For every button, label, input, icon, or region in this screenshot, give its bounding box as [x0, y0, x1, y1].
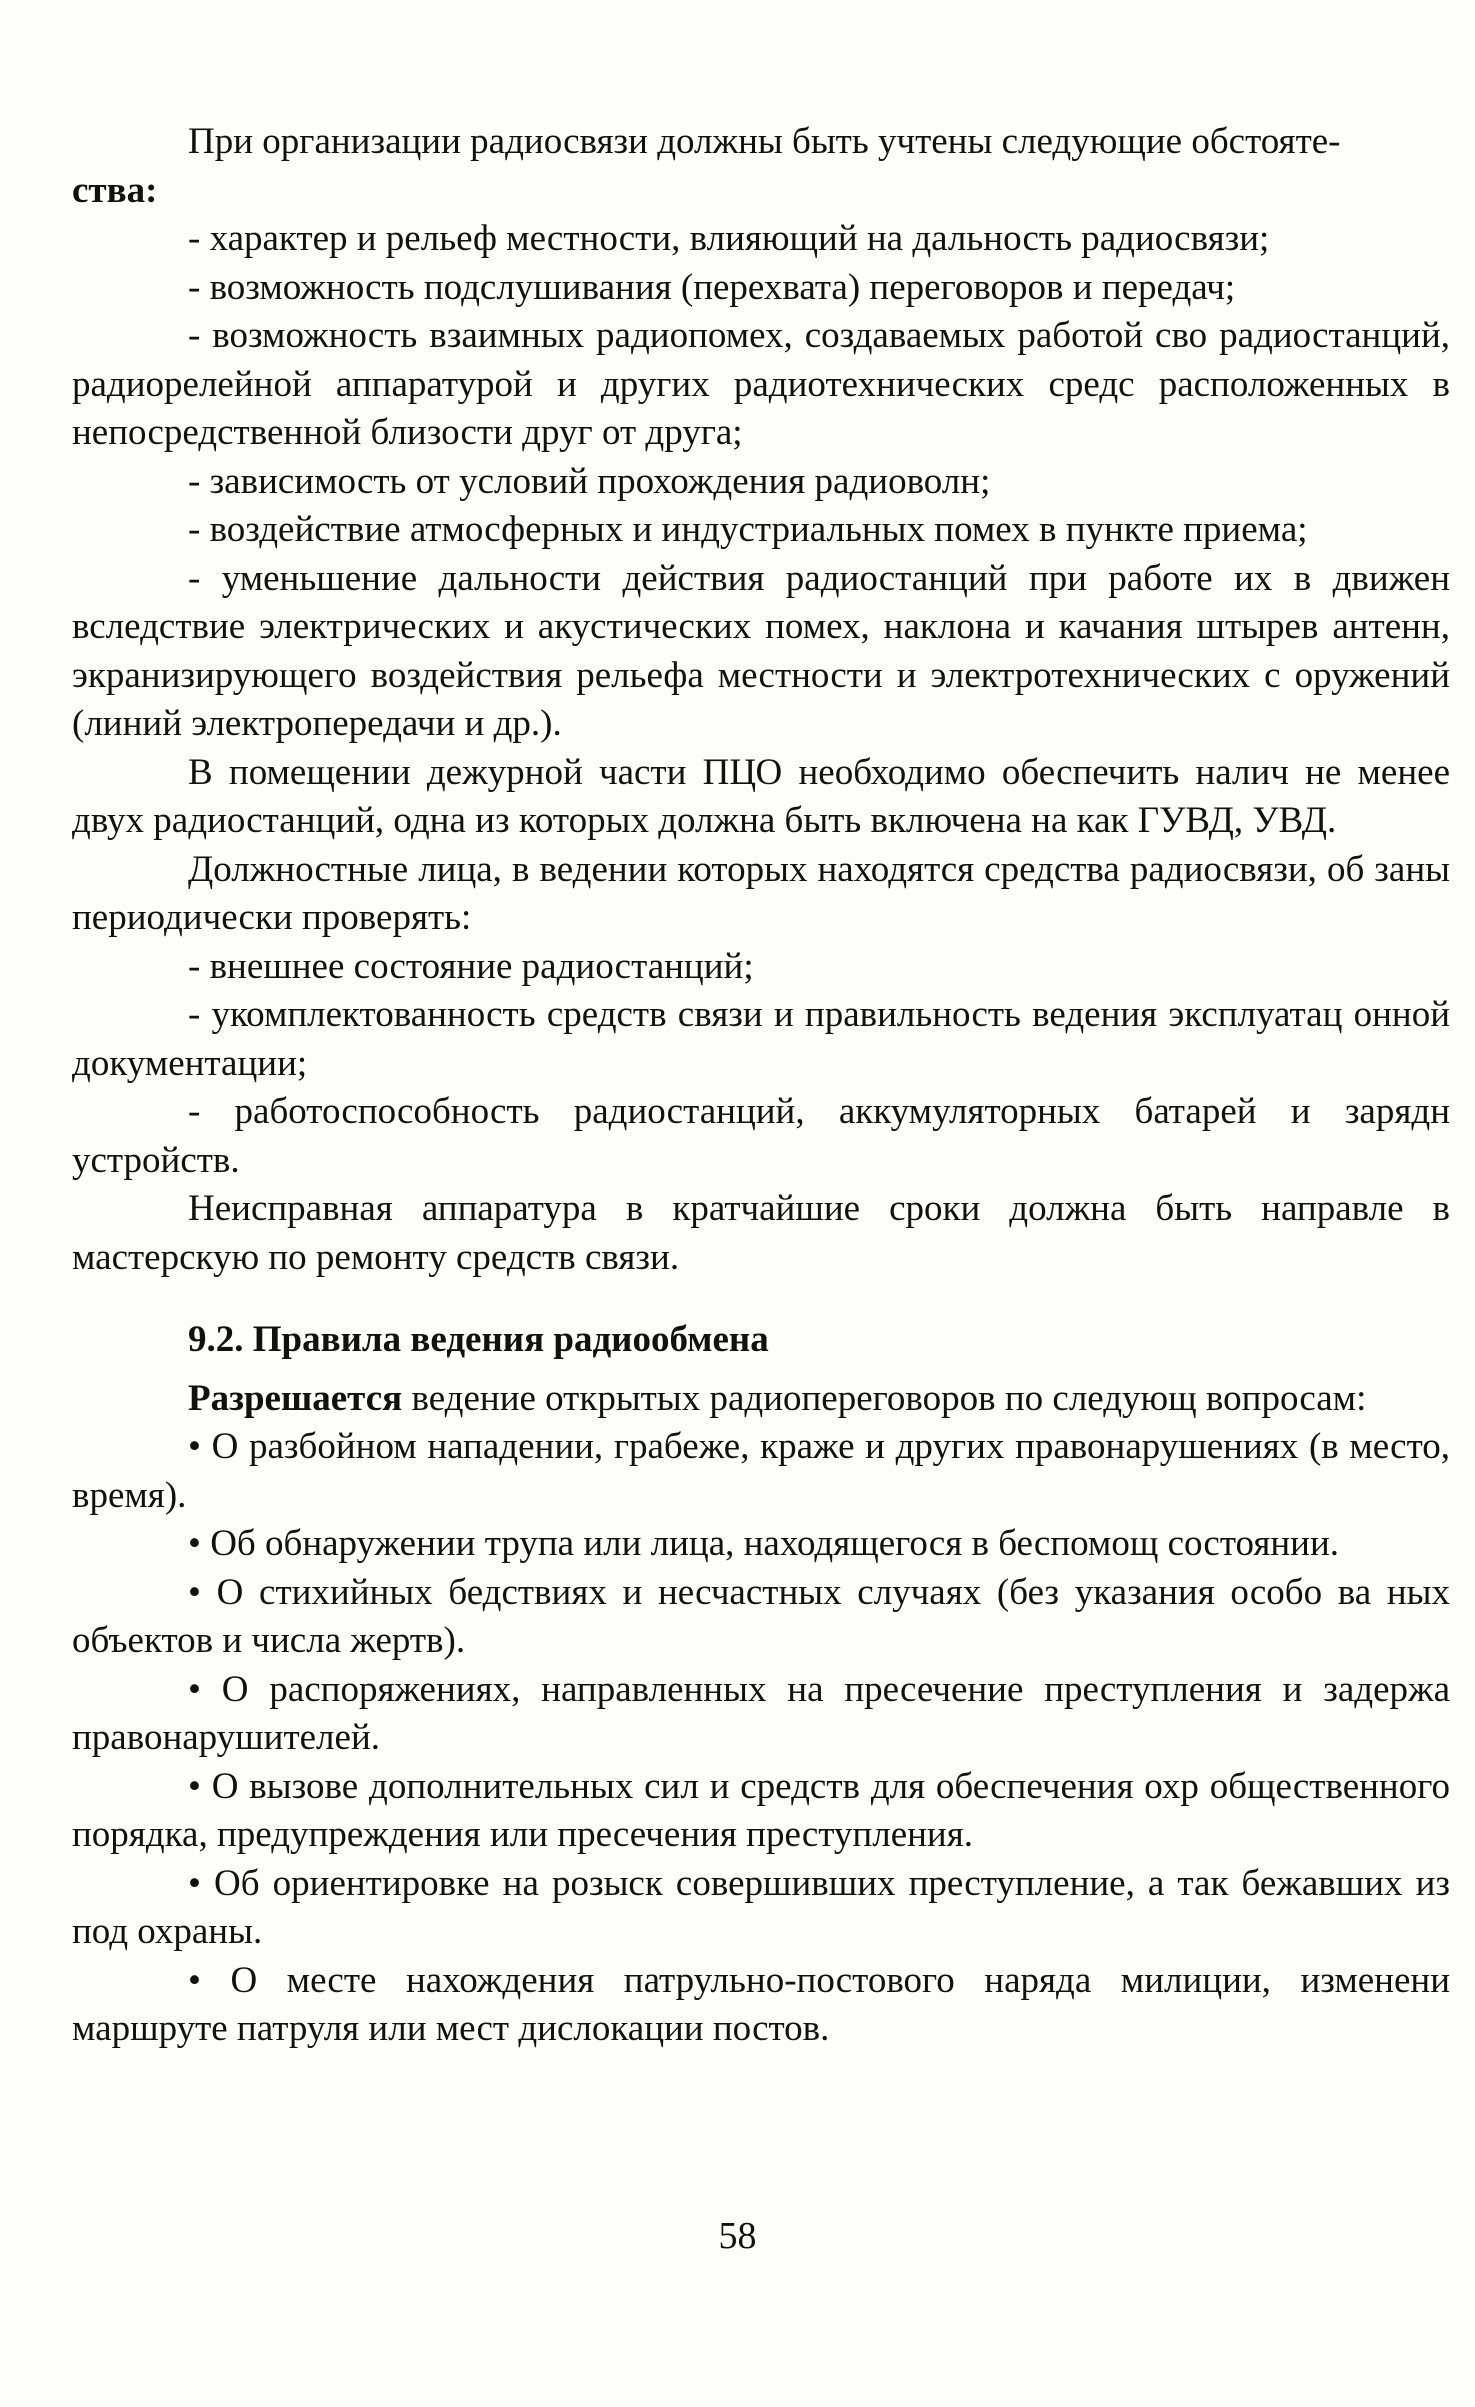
allowed-item: • Об обнаружении трупа или лица, находящегося в беспомощ состоянии. — [188, 1523, 1339, 1564]
factor-item: - возможность подслушивания (перехвата) переговоров и передач; — [188, 266, 1236, 308]
page-number: 58 — [718, 2215, 757, 2257]
factor-item: - уменьшение дальности действия радиостанций при работе их в движен вследствие электрических и акустических помех, наклона и качания штырев антенн, экранизирующего воздействия рельефа местности и электротехнических с оружений (линий электропередачи и др.). — [72, 557, 1450, 744]
check-item: - укомплектованность средств связи и правильность ведения эксплуатац онной документации; — [72, 994, 1450, 1084]
allowed-lead: Разрешается — [188, 1377, 403, 1419]
check-item: - работоспособность радиостанций, аккумуляторных батарей и зарядн устройств. — [72, 1091, 1450, 1181]
allowed-item: • О распоряжениях, направленных на пресечение преступления и задержа правонарушителей. — [72, 1668, 1450, 1758]
faulty-equipment-paragraph: Неисправная аппаратура в кратчайшие сроки должна быть направле в мастерскую по ремонту средств связи. — [72, 1188, 1450, 1278]
factor-item: - характер и рельеф местности, влияющий на дальность радиосвязи; — [188, 218, 1270, 259]
check-item: - внешнее состояние радиостанций; — [188, 945, 754, 987]
intro-paragraph — [72, 118, 1450, 215]
allowed-item: • О разбойном нападении, грабеже, краже и других правонарушениях (в место, время). — [72, 1426, 1450, 1516]
officials-paragraph: Должностные лица, в ведении которых находятся средства радиосвязи, об заны периодически проверять: — [72, 848, 1450, 938]
duty-room-paragraph: В помещении дежурной части ПЦО необходимо обеспечить налич не менее двух радиостанций, одна из которых должна быть включена на как ГУВД, УВД. — [72, 751, 1450, 841]
factor-item: - возможность взаимных радиопомех, создаваемых работой сво радиостанций, радиорелейной аппаратурой и других радиотехнических средс расположенных в непосредственной близости друг от друга; — [72, 315, 1450, 453]
allowed-item: • О месте нахождения патрульно-постового наряда милиции, изменени маршруте патруля или мест дислокации постов. — [72, 1959, 1450, 2049]
intro-tail: ства: — [72, 169, 158, 211]
allowed-text: ведение открытых радиопереговоров по следующ вопросам: — [402, 1377, 1367, 1419]
allowed-item: • О стихийных бедствиях и несчастных случаях (без указания особо ва ных объектов и числа жертв). — [72, 1571, 1450, 1661]
allowed-paragraph — [72, 1375, 1450, 1424]
page-content — [72, 118, 1450, 2054]
section-heading: 9.2. Правила ведения радиообмена — [188, 1319, 769, 1360]
factor-item: - зависимость от условий прохождения радиоволн; — [188, 460, 991, 502]
allowed-item: • Об ориентировке на розыск совершивших преступление, а так бежавших из под охраны. — [72, 1862, 1450, 1952]
factor-item: - воздействие атмосферных и индустриальных помех в пункте приема; — [188, 509, 1308, 550]
allowed-item: • О вызове дополнительных сил и средств для обеспечения охр общественного порядка, предупреждения или пресечения преступления. — [72, 1765, 1450, 1855]
intro-text: При организации радиосвязи должны быть учтены следующие обстояте- — [188, 121, 1341, 162]
